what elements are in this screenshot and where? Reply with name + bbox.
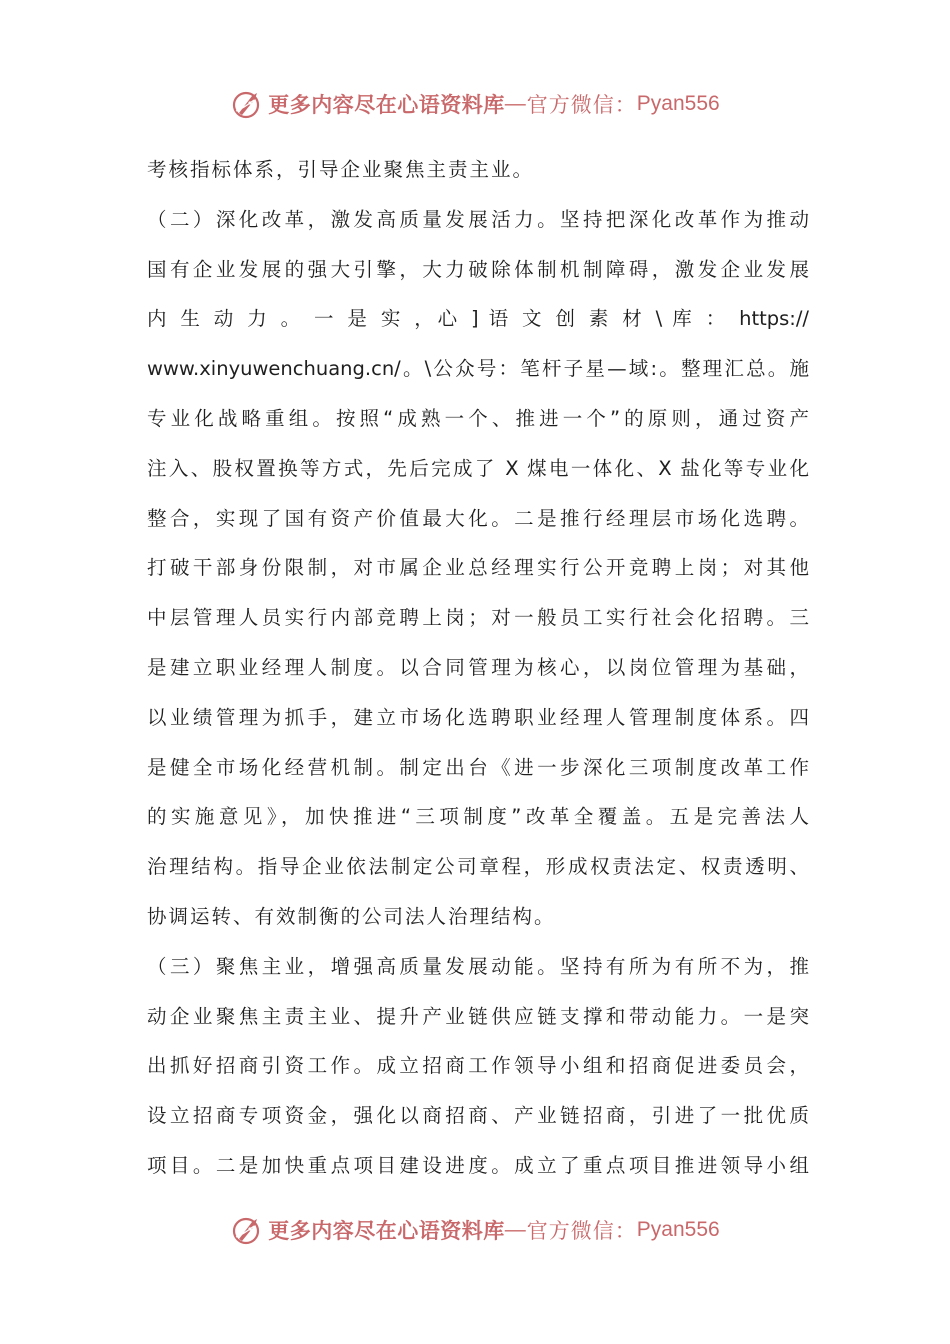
text-line: 治理结构。指导企业依法制定公司章程，形成权责法定、权责透明、 bbox=[147, 855, 809, 879]
pen-nib-logo-icon bbox=[230, 1213, 264, 1247]
text-line: （二）深化改革，激发高质量发展活力。坚持把深化改革作为推动 bbox=[147, 207, 809, 231]
body-text bbox=[147, 145, 809, 1191]
text-line: 设立招商专项资金，强化以商招商、产业链招商，引进了一批优质 bbox=[147, 1104, 809, 1128]
text-line: 整合，实现了国有资产价值最大化。二是推行经理层市场化选聘。 bbox=[147, 506, 809, 530]
footer-banner bbox=[0, 1208, 950, 1252]
text-line: 内 生 动 力 。 一 是 实 ，心 ] 语 文 创 素 材 \ 库 ： https:// bbox=[147, 307, 809, 331]
text-line: 协调运转、有效制衡的公司法人治理结构。 bbox=[147, 904, 556, 928]
pen-nib-logo-icon bbox=[230, 87, 264, 121]
header-brand-text: 更多内容尽在心语资料库 bbox=[268, 92, 505, 117]
text-line: 打破干部身份限制，对市属企业总经理实行公开竞聘上岗；对其他 bbox=[147, 556, 809, 580]
footer-suffix: 官方微信： bbox=[526, 1220, 637, 1243]
text-line: （三）聚焦主业，增强高质量发展动能。坚持有所为有所不为，推 bbox=[147, 954, 809, 978]
text-line: 注入、股权置换等方式，先后完成了 X 煤电一体化、X 盐化等专业化 bbox=[147, 456, 809, 480]
header-banner bbox=[0, 82, 950, 126]
text-line: 考核指标体系，引导企业聚焦主责主业。 bbox=[147, 158, 535, 181]
header-dash: — bbox=[504, 92, 527, 115]
text-line: 专业化战略重组。按照“成熟一个、推进一个”的原则，通过资产 bbox=[147, 406, 809, 430]
text-line: 以业绩管理为抓手，建立市场化选聘职业经理人管理制度体系。四 bbox=[147, 705, 809, 729]
text-line: 的实施意见》，加快推进“三项制度”改革全覆盖。五是完善法人 bbox=[147, 805, 809, 829]
footer-wechat-id: Pyan556 bbox=[636, 1218, 720, 1241]
footer-brand-text: 更多内容尽在心语资料库 bbox=[268, 1218, 505, 1243]
header-suffix: 官方微信： bbox=[526, 94, 637, 117]
text-line: 动企业聚焦主责主业、提升产业链供应链支撑和带动能力。一是突 bbox=[147, 1004, 809, 1028]
text-line: 是建立职业经理人制度。以合同管理为核心，以岗位管理为基础， bbox=[147, 655, 809, 679]
text-line: 项目。二是加快重点项目建设进度。成立了重点项目推进领导小组 bbox=[147, 1153, 809, 1177]
text-line: 出抓好招商引资工作。成立招商工作领导小组和招商促进委员会， bbox=[147, 1054, 809, 1078]
text-line: www.xinyuwenchuang.cn/。\公众号：笔杆子星—域:。整理汇总。施 bbox=[147, 357, 809, 381]
footer-dash: — bbox=[504, 1218, 527, 1241]
text-line: 中层管理人员实行内部竞聘上岗；对一般员工实行社会化招聘。三 bbox=[147, 606, 809, 630]
text-line: 是健全市场化经营机制。制定出台《进一步深化三项制度改革工作 bbox=[147, 755, 809, 779]
header-wechat-id: Pyan556 bbox=[636, 92, 720, 115]
text-line: 国有企业发展的强大引擎，大力破除体制机制障碍，激发企业发展 bbox=[147, 257, 809, 281]
